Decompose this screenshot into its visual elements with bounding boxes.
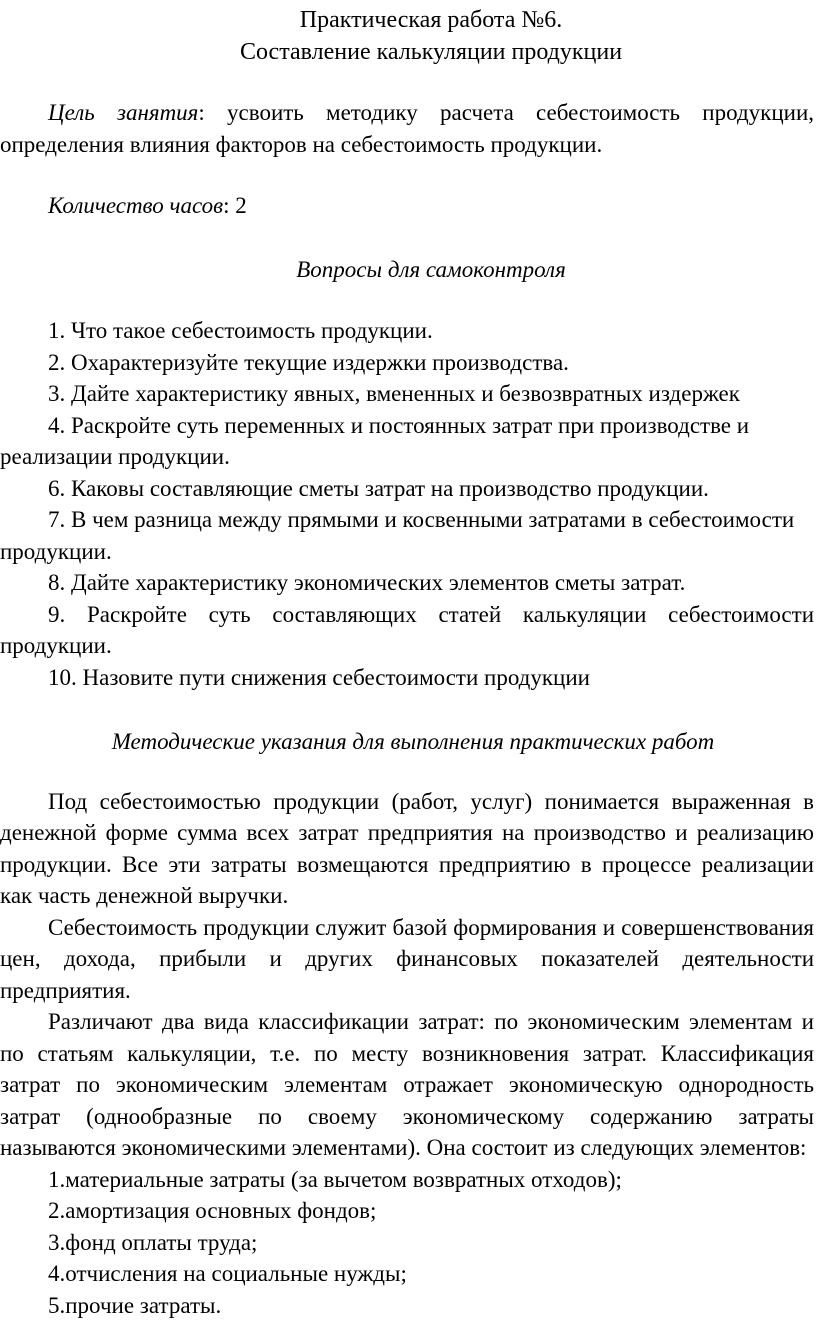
questions-list — [0, 315, 816, 693]
list-item: 4. Раскройте суть переменных и постоянных затрат при производстве и реализации продукции. — [0, 410, 816, 473]
document-title-line1: Практическая работа №6. — [0, 4, 816, 36]
guidelines-paragraph: Себестоимость продукции служит базой формирования и совершенствования цен, дохода, прибыли и других финансовых показателей деятельности предприятия. — [0, 912, 816, 1007]
elements-list — [0, 1164, 816, 1321]
goal-text: усвоить методику расчета себестоимость продукции, определения влияния факторов на себестоимость продукции. — [0, 100, 814, 157]
list-item: 10. Назовите пути снижения себестоимости продукции — [0, 662, 816, 694]
guidelines-paragraph: Под себестоимостью продукции (работ, услуг) понимается выраженная в денежной форме сумма всех затрат предприятия на производство и реализацию продукции. Все эти затраты возмещаются предприятию в процессе реализации как часть денежной выручки. — [0, 786, 816, 912]
list-item: 3.фонд оплаты труда; — [0, 1227, 816, 1259]
list-item: 7. В чем разница между прямыми и косвенными затратами в себестоимости продукции. — [0, 504, 816, 567]
goal-paragraph — [0, 97, 816, 160]
hours-paragraph — [0, 190, 816, 222]
hours-value: 2 — [235, 193, 247, 218]
guidelines-heading: Методические указания для выполнения практических работ — [0, 726, 816, 758]
list-item: 6. Каковы составляющие сметы затрат на производство продукции. — [0, 473, 816, 505]
guidelines-paragraph: Различают два вида классификации затрат: по экономическим элементам и по статьям калькуляции, т.е. по месту возникновения затрат. Классификация затрат по экономическим элементам отражает экономическую однородность затрат (однообразные по своему экономическому содержанию затраты называются экономическими элементами). Она состоит из следующих элементов: — [0, 1006, 816, 1164]
list-item: 4.отчисления на социальные нужды; — [0, 1258, 816, 1290]
list-item: 1. Что такое себестоимость продукции. — [0, 315, 816, 347]
list-item: 9. Раскройте суть составляющих статей калькуляции себестоимости продукции. — [0, 599, 816, 662]
list-item: 5.прочие затраты. — [0, 1290, 816, 1321]
title-block — [0, 0, 816, 68]
hours-sep: : — [223, 193, 235, 218]
list-item: 8. Дайте характеристику экономических элементов сметы затрат. — [0, 567, 816, 599]
list-item: 2.амортизация основных фондов; — [0, 1195, 816, 1227]
list-item: 3. Дайте характеристику явных, вмененных и безвозвратных издержек — [0, 378, 816, 410]
questions-heading: Вопросы для самоконтроля — [0, 254, 816, 286]
goal-sep: : — [198, 100, 227, 125]
list-item: 2. Охарактеризуйте текущие издержки производства. — [0, 347, 816, 379]
goal-label: Цель занятия — [48, 100, 198, 125]
list-item: 1.материальные затраты (за вычетом возвратных отходов); — [0, 1164, 816, 1196]
document-title-line2: Составление калькуляции продукции — [0, 36, 816, 68]
hours-label: Количество часов — [48, 193, 223, 218]
